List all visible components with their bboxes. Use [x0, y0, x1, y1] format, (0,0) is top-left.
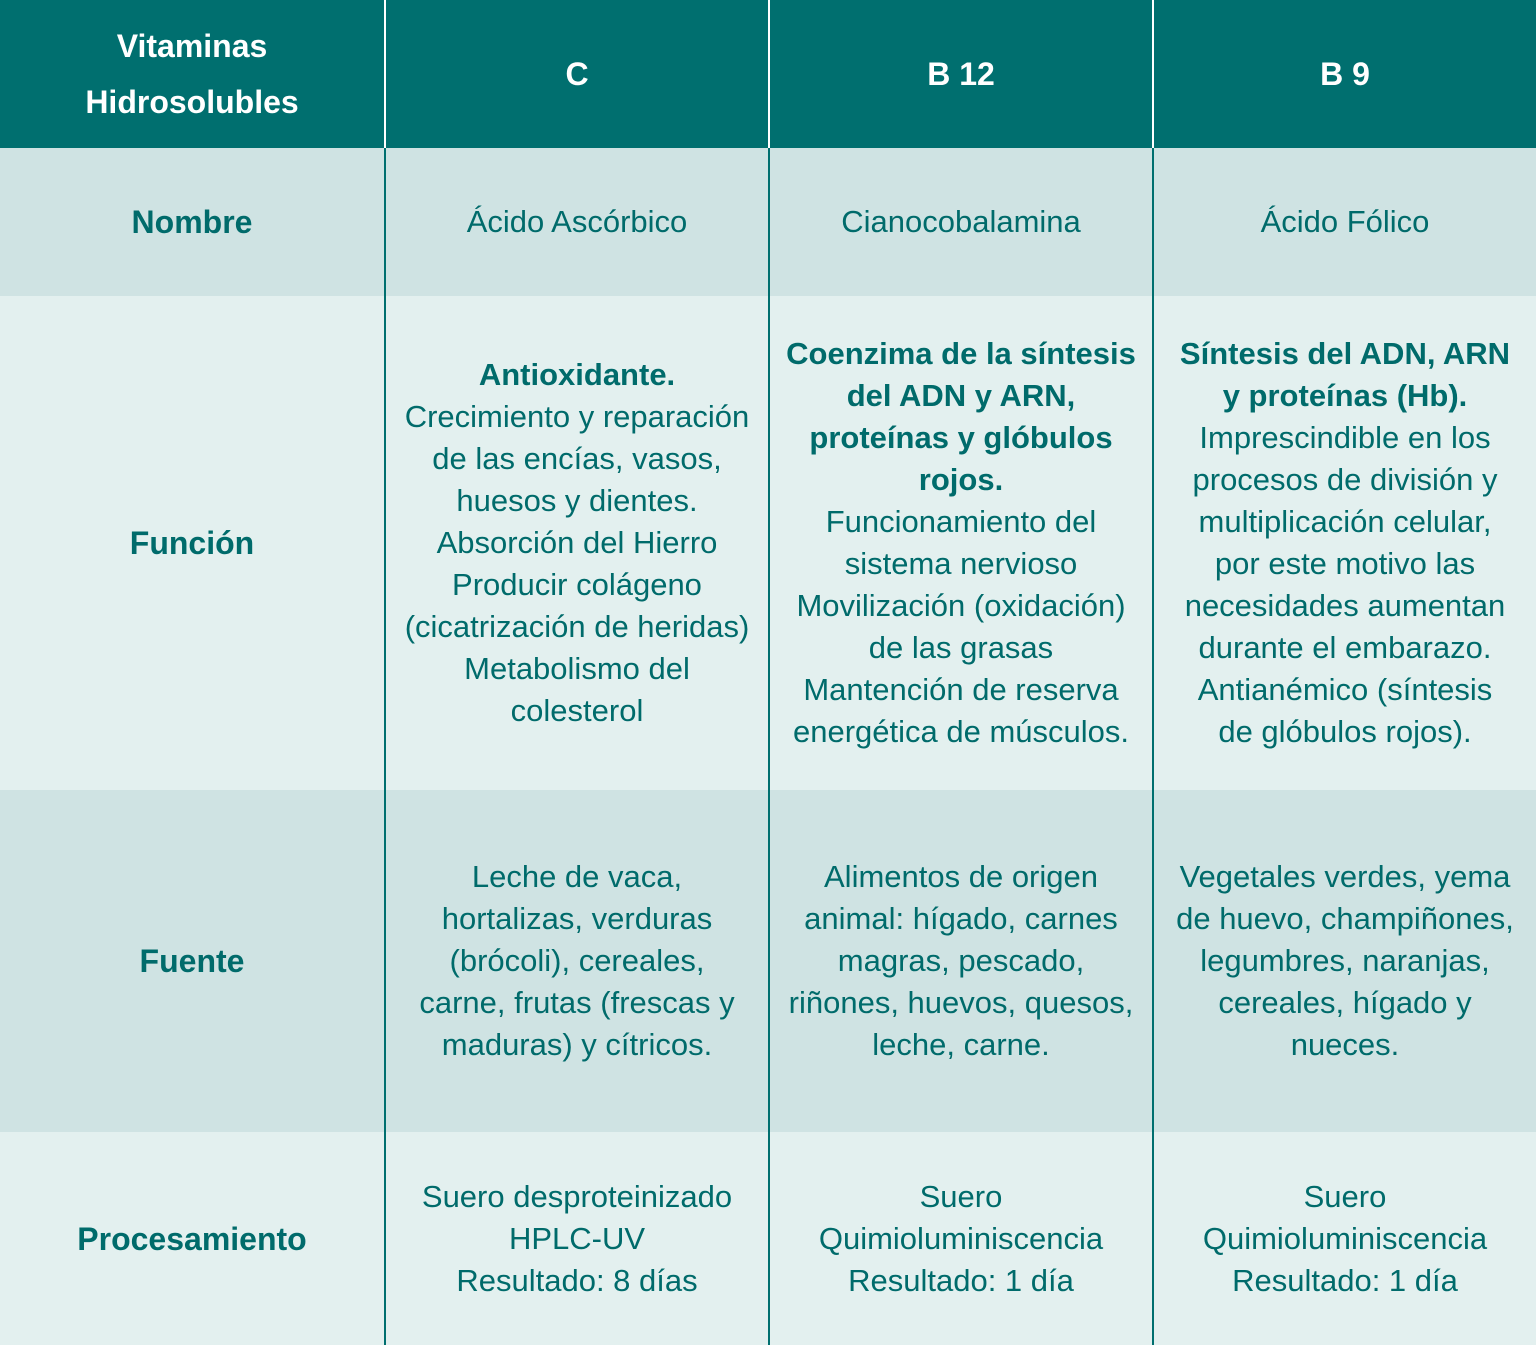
cell-funcion-b12: [769, 296, 1153, 790]
funcion-c-line: de las encías, vasos,: [432, 441, 722, 476]
fuente-b9-line: cereales, hígado y: [1218, 985, 1472, 1020]
table-row-fuente: [0, 790, 1536, 1132]
funcion-c-line: Crecimiento y reparación: [404, 399, 750, 434]
cell-funcion-c: [385, 296, 769, 790]
header-vitaminas-hidrosolubles: [0, 0, 385, 148]
header-vitamin-b9: B 9: [1153, 0, 1536, 148]
funcion-c-line: Absorción del Hierro: [436, 525, 718, 560]
funcion-b9-bold: Síntesis del ADN, ARN: [1179, 336, 1511, 371]
funcion-c-line: Producir colágeno: [452, 567, 702, 602]
header-row: [0, 0, 1536, 148]
row-label-procesamiento: Procesamiento: [0, 1132, 385, 1345]
funcion-c-line: (cicatrización de heridas): [404, 609, 750, 644]
table-row-funcion: [0, 296, 1536, 790]
funcion-b9-bold: y proteínas (Hb).: [1222, 378, 1468, 413]
funcion-b12-line: Movilización (oxidación): [796, 588, 1126, 623]
fuente-c-line: hortalizas, verduras: [441, 901, 713, 936]
table-row-procesamiento: [0, 1132, 1536, 1345]
funcion-b12-line: energética de músculos.: [792, 714, 1130, 749]
cell-procesamiento-b9: [1153, 1132, 1536, 1345]
funcion-b12-line: Funcionamiento del: [825, 504, 1097, 539]
row-label-fuente: Fuente: [0, 790, 385, 1132]
funcion-b9-line: por este motivo las: [1214, 546, 1476, 581]
funcion-b9-line: multiplicación celular,: [1198, 504, 1492, 539]
fuente-b12-line: magras, pescado,: [837, 943, 1085, 978]
fuente-b9-line: nueces.: [1290, 1027, 1400, 1062]
header-vitamin-b12: B 12: [769, 0, 1153, 148]
fuente-b9-line: Vegetales verdes, yema: [1179, 859, 1511, 894]
funcion-c-line: colesterol: [510, 693, 644, 728]
row-label-nombre: Nombre: [0, 148, 385, 296]
funcion-b12-line: Mantención de reserva: [803, 672, 1119, 707]
fuente-b12-line: leche, carne.: [872, 1027, 1050, 1062]
cell-fuente-b9: [1153, 790, 1536, 1132]
funcion-b9-line: de glóbulos rojos).: [1218, 714, 1472, 749]
funcion-b9-line: Antianémico (síntesis: [1197, 672, 1493, 707]
procesamiento-b9-line: Suero: [1303, 1178, 1387, 1214]
procesamiento-c-line: HPLC-UV: [508, 1220, 646, 1256]
fuente-b12-line: riñones, huevos, quesos,: [788, 985, 1134, 1020]
procesamiento-b9-line: Quimioluminiscencia: [1202, 1220, 1488, 1256]
funcion-c-line: huesos y dientes.: [456, 483, 698, 518]
funcion-b12-line: de las grasas: [868, 630, 1054, 665]
fuente-b9-line: de huevo, champiñones,: [1176, 901, 1514, 936]
procesamiento-b12-line: Quimioluminiscencia: [818, 1220, 1104, 1256]
cell-fuente-b12: [769, 790, 1153, 1132]
cell-procesamiento-b12: [769, 1132, 1153, 1345]
cell-nombre-c: Ácido Ascórbico: [385, 148, 769, 296]
funcion-b12-bold: rojos.: [918, 462, 1004, 497]
funcion-c-bold: Antioxidante.: [478, 357, 676, 392]
fuente-c-line: Leche de vaca,: [471, 859, 683, 894]
funcion-b9-line: necesidades aumentan: [1184, 588, 1506, 623]
funcion-c-line: Metabolismo del: [464, 651, 690, 686]
fuente-b12-line: Alimentos de origen: [824, 859, 1098, 894]
fuente-c-line: carne, frutas (frescas y: [419, 985, 735, 1020]
row-label-funcion: Función: [0, 296, 385, 790]
fuente-c-line: (brócoli), cereales,: [449, 943, 705, 978]
procesamiento-b9-line: Resultado: 1 día: [1232, 1262, 1458, 1298]
funcion-b12-bold: Coenzima de la síntesis: [786, 336, 1136, 371]
funcion-b12-bold: del ADN y ARN,: [846, 378, 1076, 413]
procesamiento-c-line: Suero desproteinizado: [421, 1178, 733, 1214]
cell-nombre-b12: Cianocobalamina: [769, 148, 1153, 296]
procesamiento-b12-line: Resultado: 1 día: [848, 1262, 1074, 1298]
fuente-c-line: maduras) y cítricos.: [441, 1027, 713, 1062]
header-label-line1: Vitaminas: [116, 28, 268, 64]
funcion-b12-bold: proteínas y glóbulos: [809, 420, 1113, 455]
table-row-nombre: [0, 148, 1536, 296]
cell-procesamiento-c: [385, 1132, 769, 1345]
procesamiento-b12-line: Suero: [919, 1178, 1003, 1214]
funcion-b12-line: sistema nervioso: [844, 546, 1078, 581]
cell-fuente-c: [385, 790, 769, 1132]
funcion-b9-line: procesos de división y: [1192, 462, 1498, 497]
funcion-b9-line: Imprescindible en los: [1199, 420, 1491, 455]
fuente-b12-line: animal: hígado, carnes: [804, 901, 1118, 936]
funcion-b9-line: durante el embarazo.: [1198, 630, 1492, 665]
header-vitamin-c: C: [385, 0, 769, 148]
header-label-line2: Hidrosolubles: [85, 84, 299, 120]
procesamiento-c-line: Resultado: 8 días: [456, 1262, 698, 1298]
cell-funcion-b9: [1153, 296, 1536, 790]
fuente-b9-line: legumbres, naranjas,: [1200, 943, 1490, 978]
cell-nombre-b9: Ácido Fólico: [1153, 148, 1536, 296]
